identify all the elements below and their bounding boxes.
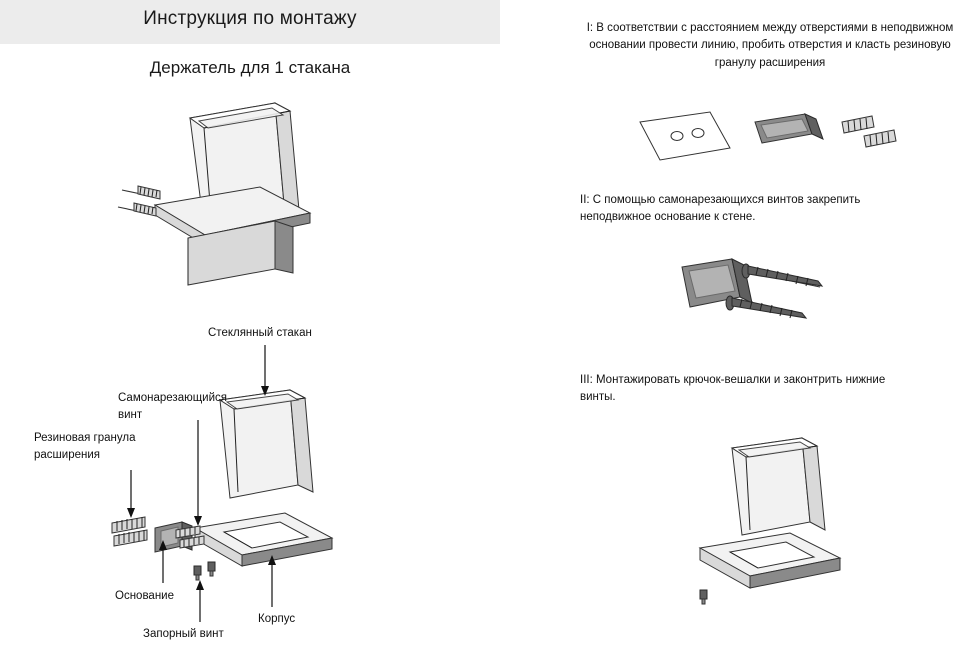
label-self-tapping-screw: Самонарезающийся винт <box>118 392 227 421</box>
label-rubber-granule: Резиновая гранула расширения <box>34 432 136 461</box>
label-glass: Стеклянный стакан <box>208 327 312 339</box>
product-subtitle: Держатель для 1 стакана <box>149 58 351 77</box>
step-1-illustration <box>620 100 920 180</box>
page-title: Инструкция по монтажу <box>143 8 357 29</box>
step-3-illustration <box>660 430 940 620</box>
step-1-text: I: В соответствии с расстоянием между отверстиями в неподвижном основании провести линию, пробить отверстия и класть резиновую гранулу расширения <box>586 22 954 69</box>
label-base: Основание <box>115 590 174 602</box>
label-lock-screw: Запорный винт <box>143 628 224 640</box>
label-body: Корпус <box>258 613 296 625</box>
step-2-text: II: С помощью самонарезающихся винтов закрепить неподвижное основание к стене. <box>580 194 861 224</box>
step-2-illustration <box>660 255 920 345</box>
step-3-text: III: Монтажировать крючок-вешалки и законтрить нижние винты. <box>580 374 886 404</box>
